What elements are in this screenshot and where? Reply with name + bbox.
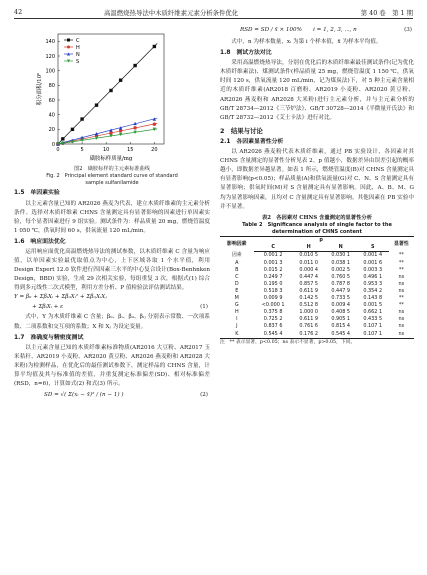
legend-label: H xyxy=(76,44,80,51)
equation-3-note: 式中，n 为样本数量，xᵢ 为第 i 个样本值，x̄ 为样本平均值。 xyxy=(231,39,382,45)
table-row xyxy=(220,281,414,288)
figure-caption-en-2: sample sulfanilamide xyxy=(85,180,139,187)
table-cell-sig: ns xyxy=(398,316,405,323)
y-tick-label: 40 xyxy=(48,112,55,119)
table-row xyxy=(220,331,414,339)
table-cell-sig: ns xyxy=(398,309,405,316)
section-1-6-title: 1.6 响应面法优化 xyxy=(14,238,66,245)
x-tick-label: 0 xyxy=(56,147,60,153)
table-cell-s: 0.003 3 xyxy=(363,266,383,273)
table-cell-h: 0.176 2 xyxy=(293,331,325,339)
table-cell-factor: B xyxy=(235,266,239,273)
table-row xyxy=(220,323,414,330)
data-point-c xyxy=(119,79,122,82)
figure-caption-en-1: Fig. 2 Principal element standard curve of standard xyxy=(46,173,178,180)
table-cell-c: 0.545 4 xyxy=(254,331,293,339)
y-tick-label: 140 xyxy=(45,39,55,46)
y-tick-label: 60 xyxy=(48,97,55,104)
legend-marker xyxy=(67,39,70,42)
table-cell-s: 0.354 2 xyxy=(363,287,383,294)
table-cell-n: 0.545 4 xyxy=(325,331,357,339)
section-1-7-text: 以主元素含量已知的木质纤维素标准物质(AR2016 大豆粉、AR2017 玉米秸秆、AR2019 小麦粉、AR2020 黄豆粉、AR2026 燕麦粉和 AR2028 大米粉)为检测样品，在优化后的最佳测试参数下，测定样品的 CHNS 含量，计算平均值及其与标准值的差值，并重复测定标准偏差(SD)、相对标准偏差(RSD，n=6)，计算如式(2) 和式(3) 所示。 xyxy=(14,344,210,388)
table-cell-sig: ns xyxy=(398,280,405,287)
table-cell-factor: D xyxy=(234,280,239,287)
running-title: 高温燃烧热导法中木质纤维素元素分析条件优化 xyxy=(104,9,239,17)
table-cell-sig: ** xyxy=(398,302,404,309)
table-cell-factor: E xyxy=(235,287,239,294)
data-point-h xyxy=(133,126,136,129)
table-cell-factor: A xyxy=(235,259,239,266)
table-cell-n: 0.815 4 xyxy=(331,323,351,330)
table-header-n: N xyxy=(325,244,357,252)
data-point-c xyxy=(153,45,156,48)
x-tick-label: 5 xyxy=(80,147,84,153)
table-cell-s: 0.107 1 xyxy=(363,323,383,330)
data-point-c xyxy=(71,128,74,131)
table-row xyxy=(220,316,414,323)
data-point-c xyxy=(61,137,64,140)
section-1-5-text: 以主元素含量已知的 AR2026 燕麦为代表，建立木质纤维素的主元素分析条件。选择对木质纤维素 CHNS 含量测定具有显著影响的因素进行单因素实验，每个显著因素进行 9 组实验。测试条件为：样品质量 20 mg，燃烧管温度 1 050 ℃，供氧时间 60 s，供氧流量 120 mL/min。 xyxy=(14,200,210,234)
page-header xyxy=(14,6,413,19)
table-cell-factor: J xyxy=(236,323,238,330)
table-cell-c: 0.375 8 xyxy=(263,309,283,316)
table-cell-h: 0.611 9 xyxy=(299,316,318,323)
table-cell-n: 0.787 8 xyxy=(331,280,351,287)
table-cell-sig: ** xyxy=(398,259,404,266)
table-cell-c: 0.001 2 xyxy=(263,252,283,259)
equation-1-line2 xyxy=(14,303,210,313)
legend-label: N xyxy=(76,51,80,58)
equation-3-number: (3) xyxy=(404,27,412,33)
y-tick-label: 80 xyxy=(48,83,55,90)
table-header-factor: 影响因素 xyxy=(220,237,254,252)
table-cell-h: 0.010 5 xyxy=(299,252,318,259)
table-cell-sig: ns xyxy=(398,273,405,280)
table-cell-s: 0.107 1 xyxy=(357,331,389,339)
equation-2-number: (2) xyxy=(200,392,208,399)
table-cell-c: 0.015 2 xyxy=(263,266,283,273)
data-point-c xyxy=(80,117,83,120)
table-cell-s: 0.001 4 xyxy=(363,252,383,259)
table-cell-c: <0.000 1 xyxy=(261,302,285,309)
right-column xyxy=(220,26,414,346)
table-row xyxy=(220,295,414,302)
left-column xyxy=(14,26,210,405)
data-point-c xyxy=(133,64,136,67)
data-point-h xyxy=(119,129,122,132)
table-cell-h: 0.512 8 xyxy=(299,302,318,309)
y-tick-label: 20 xyxy=(48,127,55,134)
data-point-c xyxy=(109,89,112,92)
x-tick-label: 10 xyxy=(102,147,110,153)
table-row xyxy=(220,252,414,260)
section-1-8-text: 采用高温燃烧热导法，分别在优化后的木质纤维素最佳测试条件(记为优化木质纤维素法)、煤测试条件(样品质量 25 mg，燃烧管温度 1 150 ℃，供氧时间 120 s，供氧流量 120 mL/min，记为煤炭法)下，对 5 种主元素含量相近的木质纤维素(AR2018 百磨粉、AR2019 小麦粉、AR2020 黄豆粉、AR2026 燕麦粉和 AR2028 大米粉)进行主元素分析，并与主元素分析的 GB/T 28734—2012《三节炉法》、GB/T 30728—2014《半微量开氏法》和 GB/T 28732—2012《艾士卡法》进行对比。 xyxy=(220,60,414,121)
data-point-h xyxy=(109,131,112,134)
section-1-8-title: 1.8 测试方法对比 xyxy=(220,50,272,57)
equation-2-body: SD = √( Σ(xᵢ − x̄)² / (n − 1) ) xyxy=(44,392,124,399)
table-header-significance: 显著性 xyxy=(389,237,414,252)
table-caption-en-2: determination of CHNS content xyxy=(272,229,362,236)
table-cell-n: 0.408 5 xyxy=(331,309,351,316)
table-cell-sig: ns xyxy=(398,323,405,330)
table-cell-factor: C xyxy=(235,273,239,280)
equation-1 xyxy=(14,293,210,303)
table-cell-factor: K xyxy=(220,331,254,339)
table-cell-sig: ** xyxy=(398,266,404,273)
standard-curve-chart xyxy=(14,26,210,166)
table-cell-s: 0.496 1 xyxy=(363,273,383,280)
section-2-1-title: 2.1 各因素显著性分析 xyxy=(220,138,284,145)
table-cell-h: 0.857 5 xyxy=(299,280,318,287)
table-cell-c: 0.837 6 xyxy=(263,323,283,330)
table-cell-c: 0.195 0 xyxy=(263,280,283,287)
equation-1-number: (1) xyxy=(200,304,208,311)
table-cell-factor: M xyxy=(234,295,239,302)
table-cell-h: 0.611 9 xyxy=(299,287,318,294)
legend-marker xyxy=(67,46,70,49)
table-row xyxy=(220,288,414,295)
table-header-p: p xyxy=(254,237,389,245)
table-header-c: C xyxy=(254,244,293,252)
y-tick-label: 100 xyxy=(45,68,55,75)
table-cell-s: 0.143 8 xyxy=(363,295,383,302)
table-cell-c: 0.725 2 xyxy=(263,316,283,323)
table-body xyxy=(220,252,414,338)
x-tick-label: 20 xyxy=(151,147,158,153)
legend-label: S xyxy=(76,58,80,65)
table-cell-factor: G xyxy=(234,302,239,309)
equation-1-note: 式中，Y 为木质纤维素 C 含量；β₀、βᵢ、βᵢᵢ、βᵢⱼ 分别表示常数、一次项系数、二项系数和交互项的系数；X 和 Xⱼ 为设定变量。 xyxy=(14,314,210,330)
table-cell-s: 0.662 1 xyxy=(363,309,383,316)
equation-1-continuation: + ΣβᵢXᵢ + ε xyxy=(32,304,64,311)
table-cell-sig: ** xyxy=(398,295,404,302)
table-header-s: S xyxy=(357,244,389,252)
table-cell-n: 0.733 5 xyxy=(331,295,351,302)
table-row xyxy=(220,309,414,316)
table-row xyxy=(220,260,414,267)
table-cell-sig: ** xyxy=(398,252,404,259)
page-number: 42 xyxy=(14,8,23,16)
equation-3-body: RSD = SD / x̄ × 100% i = 1, 2, 3, ⋯, n xyxy=(240,27,357,33)
table-cell-n: 0.905 1 xyxy=(331,316,351,323)
table-cell-s: 0.001 5 xyxy=(363,302,383,309)
y-tick-label: 120 xyxy=(45,53,55,60)
equation-1-body: Y = β₀ + ΣβᵢXᵢ + ΣβᵢᵢXᵢ² + ΣβᵢⱼXᵢXⱼ xyxy=(14,294,107,301)
equation-2 xyxy=(14,391,210,405)
table-cell-h: 0.447 4 xyxy=(299,273,318,280)
table-cell-h: 0.142 5 xyxy=(299,295,318,302)
data-point-h xyxy=(153,123,156,126)
table-note: 注 ** 表示显著，p<0.05；ns 表示不显著，p>0.05，下同。 xyxy=(220,339,356,345)
equation-3 xyxy=(220,26,414,38)
table-cell-s: 0.001 6 xyxy=(363,259,383,266)
table-cell-n: 0.009 4 xyxy=(331,302,351,309)
table-cell-n: 0.760 5 xyxy=(331,273,351,280)
section-1-5-title: 1.5 单因素实验 xyxy=(14,190,60,197)
section-2-1-text: 以 AR2026 燕麦粉代表木质纤维素，通过 PB 实验设计，各因素对其 CHNS 含量测定的显著性分析见表 2。p 值越小，数据差异由误差引起的概率越小，即数据差异越显著。如表 1 所示，燃烧管温度(B)对 CHNS 含量测定具有显著影响(p<0.05)；样品质量(A)和供氧流量(G)对 C、N、S 含量测定具有显著影响；供氧时间(M)对 S 含量测定具有显著影响。因此，A、B、M、G 均为显著影响因素，且均对 C 含量测定具有显著影响。其他因素在 PB 实验中并不显著。 xyxy=(220,149,414,210)
section-1-6-text: 运用响应面优化高温燃烧热导法的测试参数，以木质纤维素 C 含量为响应值，以单因素实验最优取值点为中心，上下区域各取 1 个水平值，利用 Design Expert 12.0 软件进行四因素三水平的中心复合设计(Box-Benhnken Design，BBD) 实验，生成 29 次相关实验，每组重复 3 次，根据式(1) 综合得到多元线性二次式模型，利用方差分析、P 值检验法评估测试结果。 xyxy=(14,248,210,292)
data-point-c xyxy=(95,103,98,106)
section-1-7-title: 1.7 准确度与精密度测试 xyxy=(14,334,84,341)
table-caption-en-1: Table 2 Significance analysis of single factor to the xyxy=(242,222,392,229)
table-cell-sig: ns xyxy=(398,287,405,294)
volume-issue: 第 40 卷 第 1 期 xyxy=(360,9,413,17)
table-cell-h: 0.761 6 xyxy=(299,323,318,330)
figure-caption-zh: 图2 磺胺标样的主元素标准曲线 xyxy=(74,166,150,172)
y-axis-label: 积分面积/10⁶ xyxy=(37,72,43,106)
table-cell-sig: ns xyxy=(389,331,414,339)
table-row xyxy=(220,267,414,274)
table-cell-h: 0.000 4 xyxy=(299,266,318,273)
table-cell-c: 0.009 9 xyxy=(263,295,283,302)
table-row xyxy=(220,302,414,309)
legend-label: C xyxy=(76,37,80,44)
table-cell-factor: H xyxy=(234,309,239,316)
table-cell-s: 0.953 3 xyxy=(363,280,383,287)
significance-table xyxy=(220,236,414,338)
table-cell-c: 0.001 3 xyxy=(263,259,283,266)
table-cell-c: 0.518 3 xyxy=(263,287,283,294)
section-2-title: 2 结果与讨论 xyxy=(220,126,263,135)
table-row xyxy=(220,274,414,281)
x-axis-label: 磺胺标样质量/mg xyxy=(89,156,133,162)
table-cell-c: 0.249 7 xyxy=(263,273,283,280)
x-tick-label: 15 xyxy=(127,147,134,153)
table-caption-zh: 表2 各因素对 CHNS 含量测定的显著性分析 xyxy=(261,214,372,221)
y-tick-label: 0 xyxy=(51,141,55,148)
table-cell-h: 1.000 0 xyxy=(299,309,318,316)
standard-curve-figure xyxy=(14,26,210,166)
table-header-h: H xyxy=(293,244,325,252)
table-cell-n: 0.447 9 xyxy=(331,287,351,294)
table-cell-factor: I xyxy=(236,316,238,323)
table-cell-s: 0.433 5 xyxy=(363,316,383,323)
table-cell-h: 0.011 0 xyxy=(299,259,318,266)
table-cell-n: 0.038 1 xyxy=(331,259,351,266)
table-cell-n: 0.030 1 xyxy=(331,252,351,259)
table-cell-n: 0.002 5 xyxy=(331,266,351,273)
table-cell-factor: 因素 xyxy=(231,252,242,259)
